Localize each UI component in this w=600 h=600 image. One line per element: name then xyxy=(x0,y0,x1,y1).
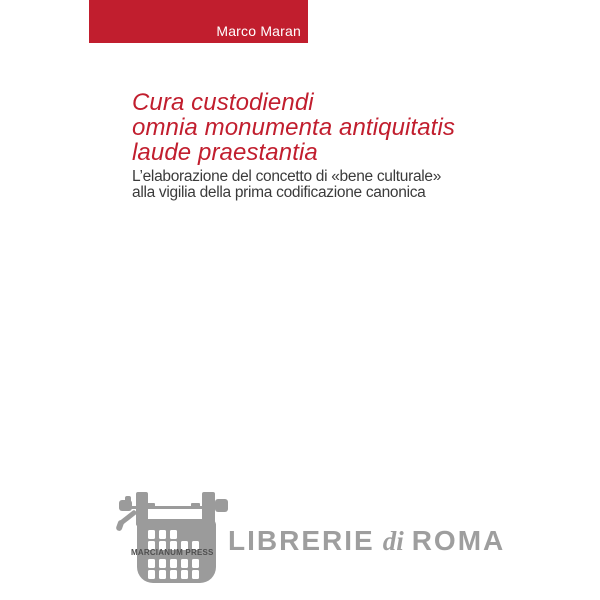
typewriter-carriage-slider xyxy=(191,503,200,509)
title-line: Cura custodiendi xyxy=(132,89,314,116)
typewriter-key xyxy=(148,559,155,568)
subtitle-line: L’elaborazione del concetto di «bene culturale» xyxy=(132,168,442,185)
typewriter-key xyxy=(181,570,188,579)
typewriter-key xyxy=(148,530,155,539)
typewriter-key xyxy=(170,559,177,568)
typewriter-key xyxy=(192,559,199,568)
bookstore-watermark xyxy=(228,527,505,555)
typewriter-key xyxy=(192,570,199,579)
typewriter-key xyxy=(170,570,177,579)
typewriter-icon xyxy=(115,488,230,588)
typewriter-keys-row xyxy=(148,559,199,568)
book-title xyxy=(132,90,455,165)
typewriter-key xyxy=(181,559,188,568)
typewriter-keys-row xyxy=(148,570,199,579)
typewriter-keys-row xyxy=(148,530,177,539)
typewriter-key xyxy=(148,570,155,579)
title-line: omnia monumenta antiquitatis xyxy=(132,114,455,141)
typewriter-key xyxy=(159,559,166,568)
title-line: laude praestantia xyxy=(132,139,318,166)
watermark-roma: ROMA xyxy=(411,525,506,556)
book-subtitle xyxy=(132,169,441,201)
watermark-librerie: LIBRERIE xyxy=(228,525,375,556)
watermark-di: di xyxy=(382,526,404,556)
author-name: Marco Maran xyxy=(216,23,301,39)
typewriter-key xyxy=(159,530,166,539)
subtitle-line: alla vigilia della prima codificazione canonica xyxy=(132,184,426,201)
author-banner xyxy=(89,0,308,43)
publisher-name: MARCIANUM PRESS xyxy=(131,548,214,557)
typewriter-lever-tail xyxy=(115,519,124,531)
typewriter-key xyxy=(159,570,166,579)
typewriter-key xyxy=(170,530,177,539)
